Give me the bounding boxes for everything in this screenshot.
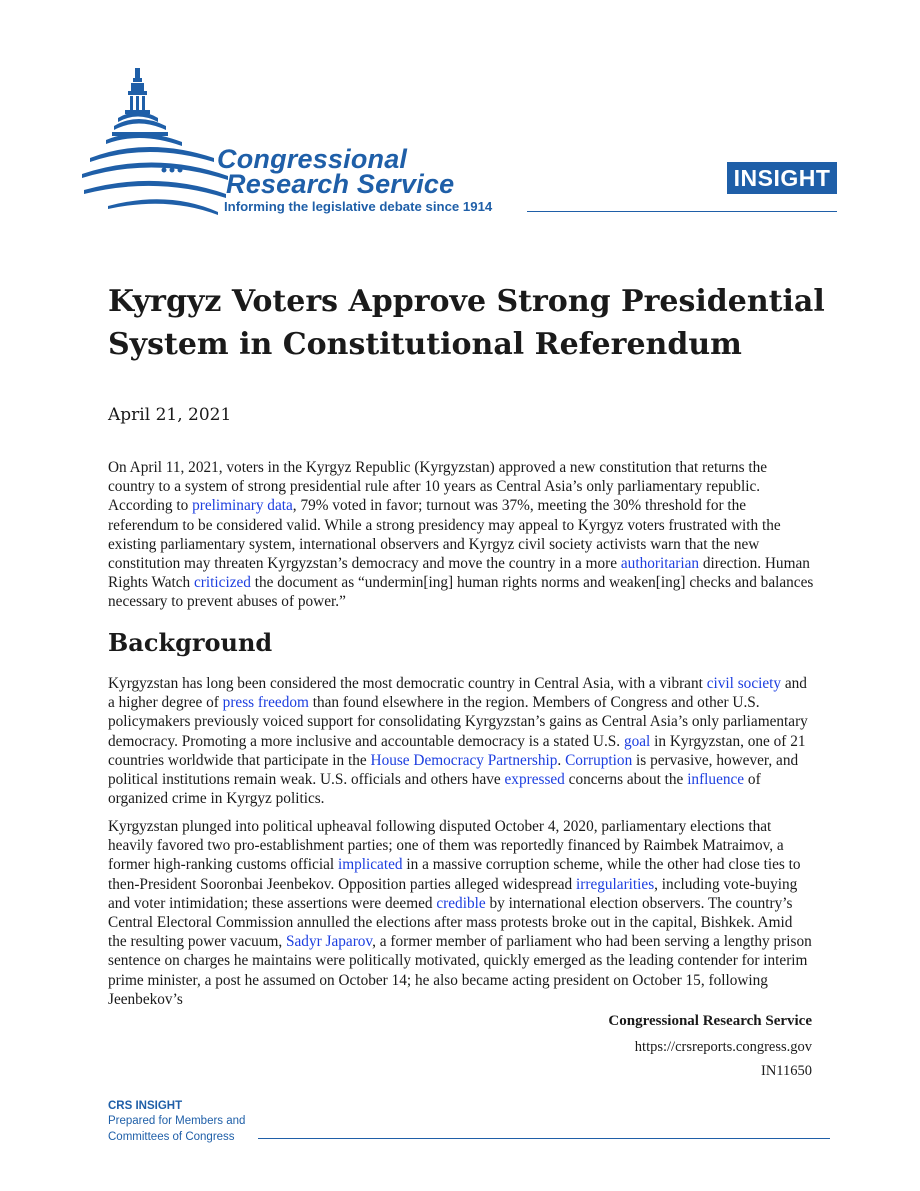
hyperlink[interactable]: credible [436,894,486,912]
hyperlink[interactable]: Corruption [565,751,633,769]
text-run: concerns about the [564,771,688,789]
text-run: , 79% voted in favor; turnout was 37%, meeting the 30% threshold for the referendum to be considered valid. While a strong presidency may appeal to Kyrgyz voters frustrated with the existing parliamentary system, international observers and Kyrgyz civil society activists warn that the new constitution may threaten Kyrgyzstan’s democracy and move the country in a more [108,497,781,573]
header-divider [527,211,837,212]
hyperlink[interactable]: influence [687,771,745,789]
footer-divider [258,1138,830,1139]
hyperlink[interactable]: goal [623,732,651,750]
text-run: and a higher degree of [108,675,807,712]
text-run: Kyrgyzstan has long been considered the most democratic country in Central Asia, with a vibrant [108,675,707,692]
hyperlink[interactable]: expressed [504,771,565,789]
logo-line-research-service: Research Service [226,169,455,199]
text-run: . [557,751,566,769]
text-run: than found elsewhere in the region. Members of Congress and other U.S. policymakers previously voiced support for consolidating Kyrgyzstan’s gains as Central Asia’s only parliamentary democracy. Promoting a more inclusive and accountable democracy is a stated U.S. [108,694,808,750]
crs-logo [78,66,538,218]
hyperlink[interactable]: authoritarian [620,555,700,573]
footer-crs-insight-label: CRS INSIGHT [108,1100,183,1112]
logo-line-congressional: Congressional [217,144,408,174]
background-paragraph-2 [108,817,814,1009]
background-paragraph-1 [108,674,814,808]
footer-url[interactable]: https://crsreports.congress.gov [634,1039,812,1055]
hyperlink[interactable]: press freedom [222,694,309,712]
hyperlink[interactable]: implicated [337,856,403,874]
text-run: in a massive corruption scheme, while the other had close ties to then-President Sooronbai Jeenbekov. Opposition parties alleged widespread [108,856,801,893]
footer-prepared-line-1: Prepared for Members and [108,1115,246,1127]
hyperlink[interactable]: House Democracy Partnership [370,751,558,769]
hyperlink[interactable]: preliminary data [192,497,293,515]
capitol-dome-icon [78,66,228,218]
text-run: Kyrgyzstan plunged into political upheaval following disputed October 4, 2020, parliamentary elections that heavily favored two pro-establishment parties; one of them was reportedly financed by Raimbek Matraimov, a former high-ranking customs official [108,818,784,874]
footer-report-id: IN11650 [760,1063,812,1079]
hyperlink[interactable]: Sadyr Japarov [286,933,373,951]
text-run: direction. Human Rights Watch [108,555,810,592]
publication-date: April 21, 2021 [108,405,232,425]
text-run: the document as “undermin[ing] human rights norms and weaken[ing] checks and balances necessary to prevent abuses of power.” [108,574,814,611]
hyperlink[interactable]: criticized [194,574,251,592]
footer-prepared-line-2: Committees of Congress [108,1131,235,1143]
insight-badge: INSIGHT [727,162,837,194]
hyperlink[interactable]: civil society [706,675,782,692]
footer-organization: Congressional Research Service [608,1013,812,1029]
intro-paragraph [108,458,814,612]
text-run: , a former member of parliament who had been serving a lengthy prison sentence on charges he maintains were politically motivated, quickly emerged as the leading contender for interim prime minister, a post he assumed on October 14; he also became acting president on October 15, following Jeenbekov’s [108,933,812,1008]
text-run: On April 11, 2021, voters in the Kyrgyz Republic (Kyrgyzstan) approved a new constitution that returns the country to a system of strong presidential rule after 10 years as Central Asia’s only parliamentary republic. According to [108,459,768,515]
text-run: in Kyrgyzstan, one of 21 countries worldwide that participate in the [108,732,806,769]
text-run: by international election observers. The country’s Central Electoral Commission annulled the elections after mass protests broke out in the capital, Bishkek. Amid the resulting power vacuum, [108,894,793,951]
hyperlink[interactable]: irregularities [576,875,655,893]
section-heading-background: Background [108,628,273,657]
text-run: is pervasive, however, and political institutions remain weak. U.S. officials and others have [108,751,799,789]
page-title: Kyrgyz Voters Approve Strong Presidential System in Constitutional Referendum [108,284,825,362]
logo-tagline: Informing the legislative debate since 1914 [224,199,493,214]
text-run: of organized crime in Kyrgyz politics. [108,771,761,808]
text-run: , including vote-buying and voter intimidation; these assertions were deemed [108,875,798,912]
